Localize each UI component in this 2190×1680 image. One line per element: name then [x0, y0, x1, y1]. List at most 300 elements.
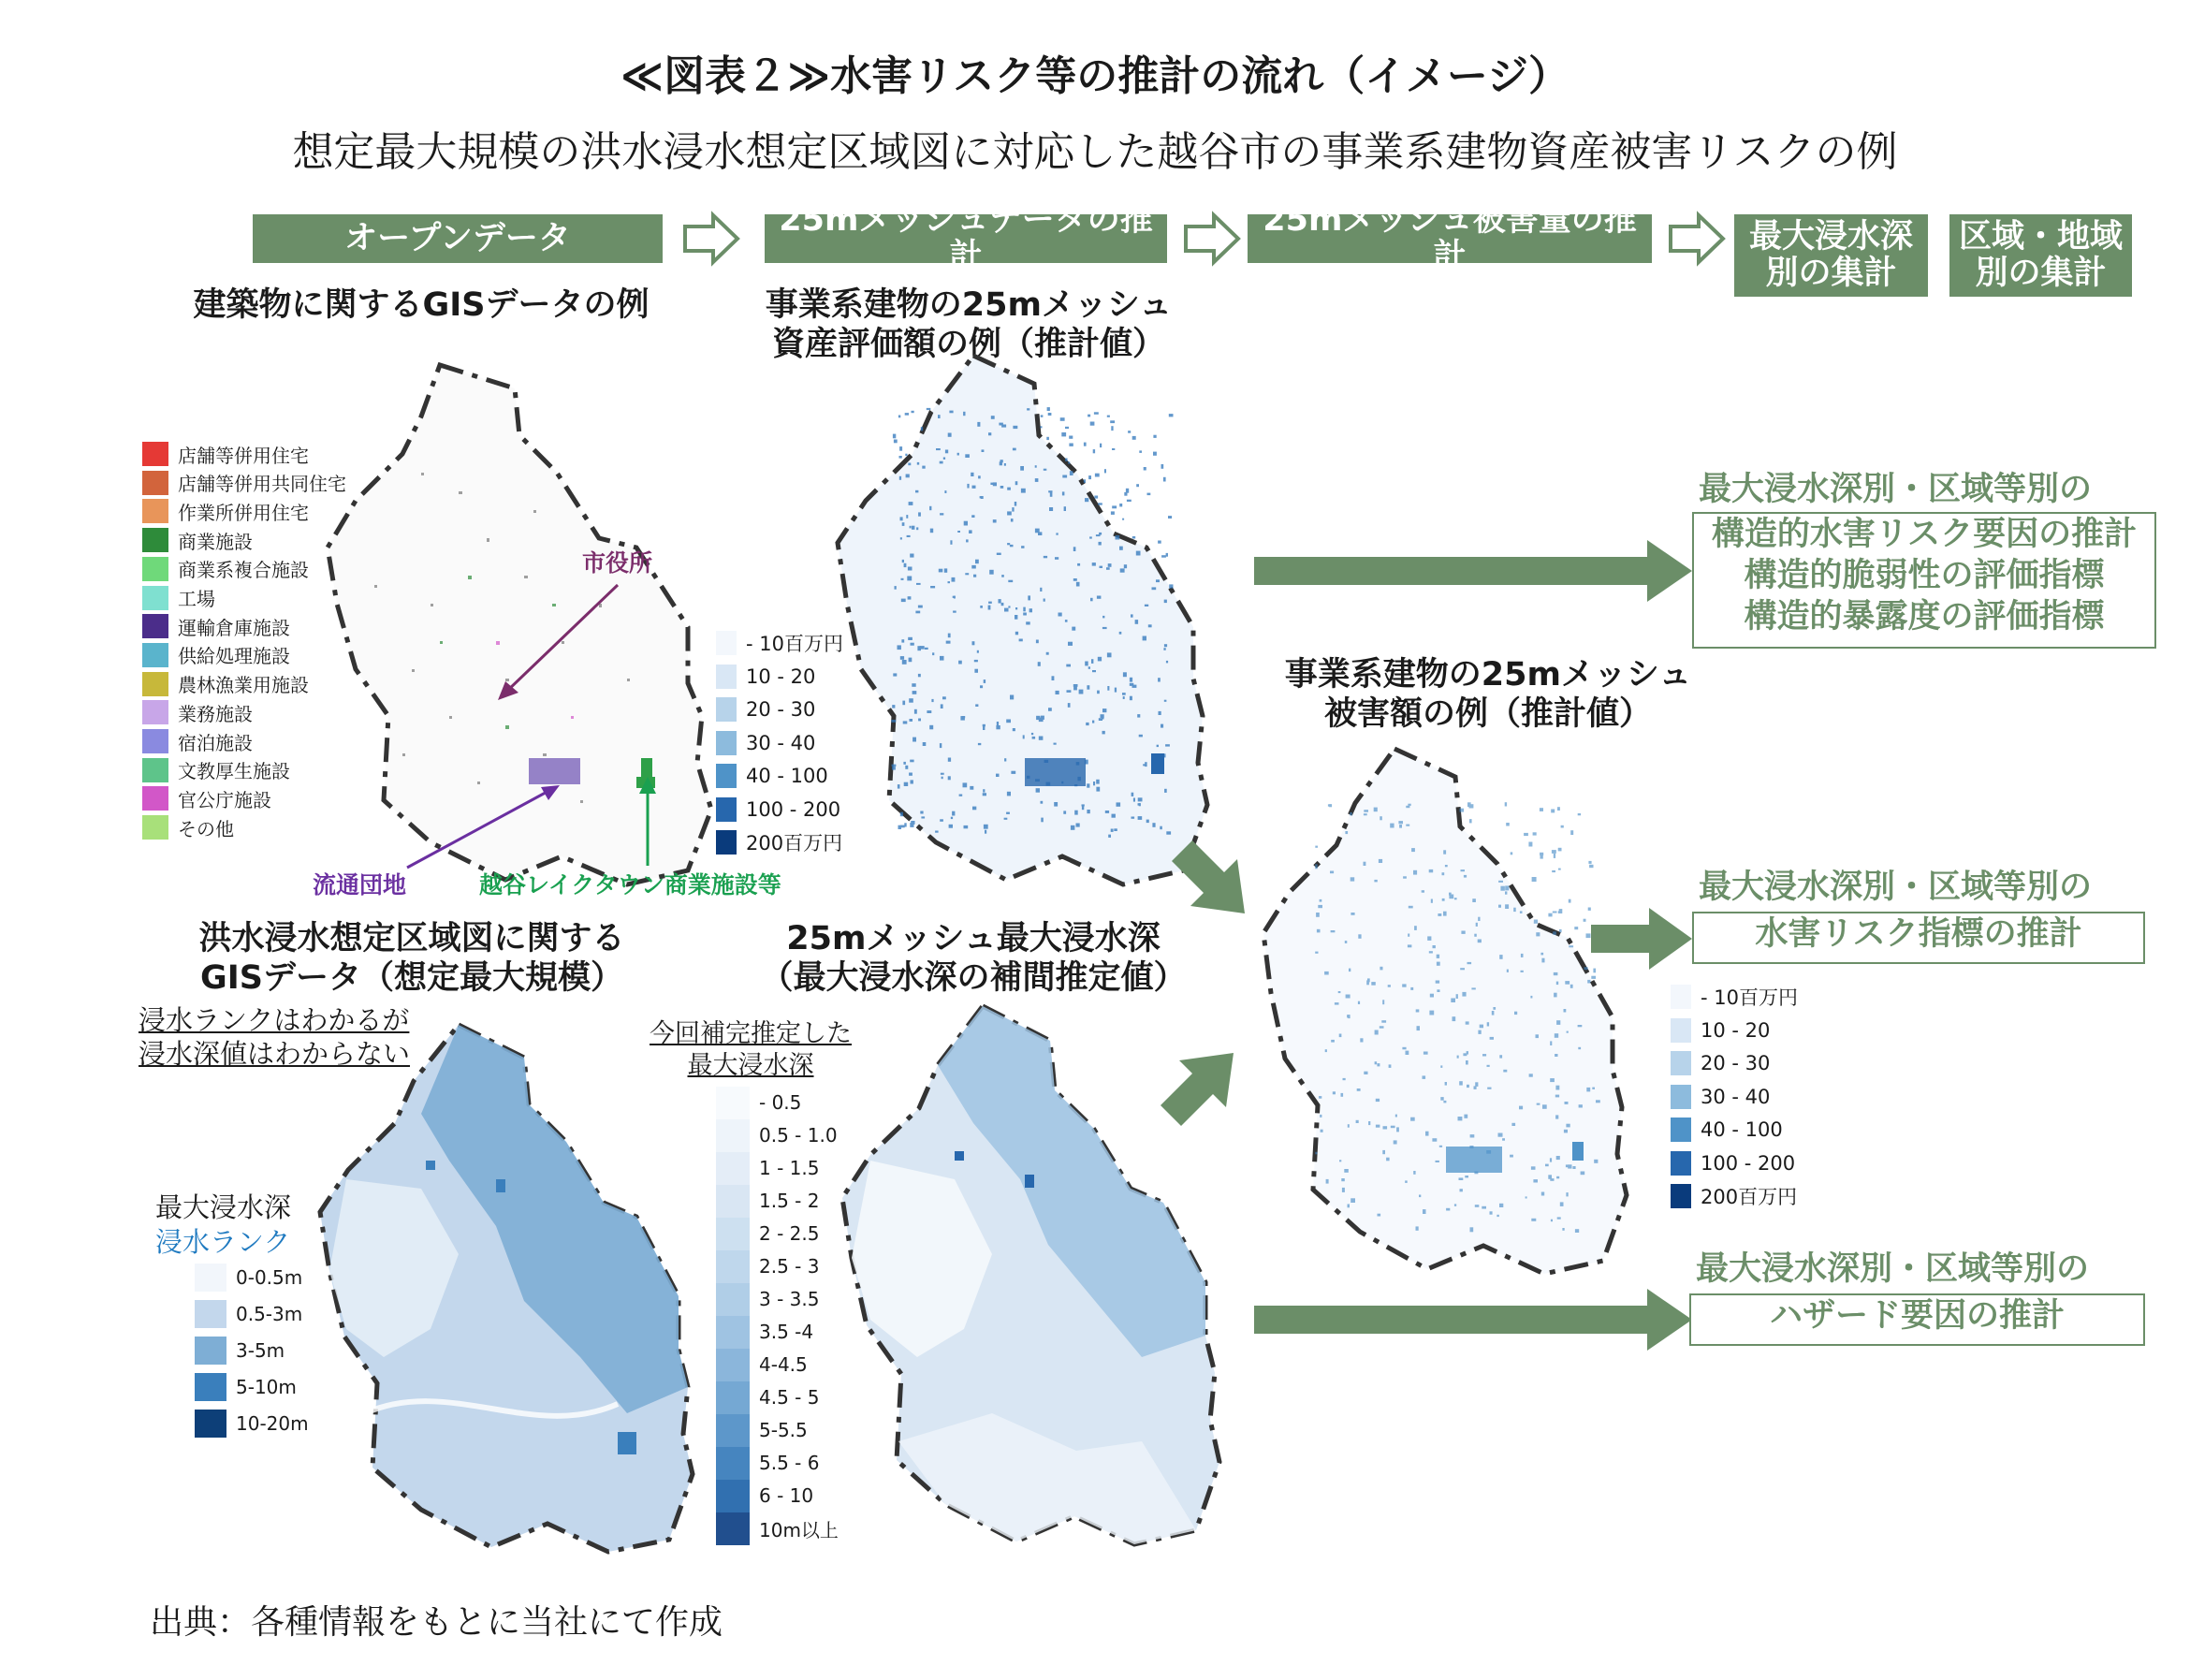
mesh-cell — [965, 454, 970, 458]
mesh-cell — [957, 531, 960, 533]
mesh-cell — [916, 583, 921, 585]
mesh-cell — [1556, 1176, 1559, 1179]
mesh-cell — [1493, 1007, 1496, 1010]
mesh-cell — [1534, 920, 1538, 924]
mesh-cell — [1048, 413, 1052, 416]
mesh-cell — [1589, 865, 1593, 868]
mesh-cell — [975, 560, 979, 564]
mesh-cell — [941, 773, 944, 775]
mesh-cell — [1553, 912, 1557, 913]
mesh-depth-legend-row — [716, 1220, 819, 1248]
flood-rank-legend — [195, 1264, 335, 1451]
mesh-cell — [1569, 945, 1573, 947]
mesh-cell — [1139, 735, 1143, 738]
mesh-cell — [1368, 1121, 1370, 1125]
mesh-cell — [900, 656, 904, 660]
damage-value-legend-swatch — [1671, 1085, 1691, 1109]
mesh-cell — [1000, 486, 1004, 489]
interp-note-line2: 最大浸水深 — [687, 1051, 814, 1080]
flood-rank-legend-swatch — [195, 1337, 226, 1365]
mesh-cell — [908, 596, 912, 599]
mesh-cell — [1029, 608, 1032, 612]
mesh-cell — [1548, 913, 1552, 917]
asset-value-legend-row — [716, 695, 815, 723]
mesh-cell — [1090, 422, 1095, 426]
rank-title-line1: 最大浸水深 — [155, 1191, 292, 1223]
mesh-cell — [1073, 578, 1077, 581]
mesh-cell — [1423, 1209, 1426, 1214]
rank-note-line2: 浸水深値はわからない — [139, 1038, 411, 1070]
damage-value-legend-label: 100 - 200 — [1701, 1151, 1796, 1175]
mesh-cell — [1097, 596, 1102, 599]
mesh-cell — [1124, 564, 1127, 568]
mesh-cell — [1396, 1127, 1399, 1132]
asset-value-legend — [716, 629, 866, 863]
mesh-cell — [1442, 872, 1445, 875]
damage-value-legend-label: 40 - 100 — [1701, 1118, 1783, 1141]
mesh-cell — [1581, 1172, 1585, 1176]
mesh-cell — [1160, 826, 1162, 830]
damage-value-legend-label: 20 - 30 — [1701, 1052, 1771, 1074]
mesh-cell — [1166, 553, 1168, 557]
mesh-cell — [1555, 1033, 1558, 1038]
mesh-cell — [1586, 1088, 1590, 1092]
building-type-legend-swatch — [142, 442, 168, 466]
mesh-depth-legend-row — [716, 1482, 813, 1510]
mesh-cell — [1064, 506, 1066, 511]
flood-rank-legend-label: 0.5-3m — [236, 1303, 303, 1325]
mesh-cell — [1461, 869, 1466, 871]
mesh-cell — [902, 522, 905, 526]
mesh-cell — [982, 449, 985, 452]
mesh-cell — [1550, 1158, 1552, 1161]
mesh-cell — [1039, 737, 1044, 740]
mesh-depth-legend-row — [716, 1351, 808, 1379]
building-type-legend-swatch — [142, 786, 168, 811]
flood-rank-legend-label: 10-20m — [236, 1412, 309, 1435]
asset-value-legend-swatch — [716, 665, 737, 689]
interp-note — [629, 1018, 872, 1082]
asset-value-legend-row — [716, 663, 815, 691]
mesh-cell — [1007, 511, 1012, 515]
mesh-depth-legend-label: 4.5 - 5 — [759, 1386, 820, 1409]
asset-value-legend-label: 30 - 40 — [746, 731, 816, 754]
mesh-cell — [984, 679, 986, 683]
mesh-cell — [1445, 865, 1448, 867]
mesh-cell — [1104, 469, 1106, 473]
damage-value-legend-swatch — [1671, 1118, 1691, 1142]
mesh-cell — [916, 527, 918, 530]
asset-value-legend-row — [716, 762, 828, 790]
mesh-cell — [1410, 987, 1413, 990]
mesh-cell — [1555, 1086, 1559, 1090]
heading-gis-buildings: 建築物に関するGISデータの例 — [193, 286, 650, 324]
mesh-cell — [1036, 716, 1040, 720]
mesh-cell — [1138, 816, 1143, 820]
mesh-cell — [1402, 1047, 1406, 1050]
mesh-cell — [989, 570, 994, 575]
mesh-cell — [1132, 793, 1134, 796]
mesh-cell — [1487, 1022, 1489, 1026]
heading-depth-line1: 25mメッシュ最大浸水深 — [786, 920, 1161, 957]
mesh-cell — [1567, 1031, 1569, 1033]
asset-value-legend-swatch — [716, 830, 737, 855]
mesh-cell — [1413, 1171, 1415, 1175]
building-type-legend-row — [142, 440, 309, 468]
mesh-cell — [1453, 1016, 1456, 1021]
mesh-cell — [969, 530, 972, 533]
flood-rank-legend-row — [195, 1410, 309, 1438]
mesh-cell — [1476, 923, 1478, 927]
mesh-cell — [1403, 876, 1407, 878]
mesh-cell — [1119, 504, 1122, 506]
city-hall-arrow — [496, 580, 627, 702]
mesh-cell — [1321, 1130, 1323, 1132]
mesh-cell — [1506, 823, 1510, 826]
mesh-cell — [1087, 783, 1089, 787]
mesh-cell — [945, 450, 948, 454]
mesh-cell — [1474, 1086, 1477, 1089]
mesh-cell — [1386, 1158, 1390, 1161]
mesh-cell — [905, 766, 908, 769]
mesh-cell — [1514, 1012, 1517, 1015]
mesh-cell — [1060, 417, 1065, 421]
asset-value-legend-label: 200百万円 — [746, 832, 843, 855]
mesh-cell — [953, 596, 956, 598]
mesh-cell — [978, 475, 981, 478]
mesh-cell — [1478, 1030, 1481, 1034]
mesh-cell — [959, 795, 963, 796]
mesh-cell — [1541, 1192, 1544, 1196]
mesh-cell — [1072, 627, 1075, 631]
mesh-cell — [1552, 870, 1555, 872]
mesh-cell — [1069, 436, 1073, 439]
mesh-cell — [1011, 519, 1014, 521]
mesh-cell — [1127, 500, 1132, 502]
building-type-legend-row — [142, 727, 253, 755]
mesh-cell — [1574, 927, 1578, 929]
mesh-cell — [1145, 605, 1148, 606]
mesh-cell — [960, 716, 965, 721]
mesh-cell — [909, 773, 912, 776]
mesh-cell — [1066, 665, 1071, 667]
mesh-cell — [1073, 547, 1076, 551]
mesh-cell — [1068, 461, 1070, 463]
mesh-cell — [1120, 568, 1125, 572]
flow-box-depth-aggregate — [1734, 214, 1928, 297]
mesh-cell — [902, 560, 904, 562]
mesh-cell — [958, 661, 962, 665]
mesh-cell — [965, 573, 969, 575]
mesh-cell — [1088, 475, 1091, 479]
mesh-cell — [1551, 810, 1555, 813]
mesh-cell — [940, 656, 944, 661]
mesh-depth-legend — [716, 1088, 866, 1556]
building-type-legend-label: 宿泊施設 — [178, 731, 253, 754]
mesh-cell — [1575, 1229, 1579, 1233]
mesh-cell — [914, 709, 917, 714]
mesh-cell — [911, 780, 913, 783]
mesh-cell — [918, 719, 921, 722]
mesh-cell — [1357, 1088, 1361, 1091]
mesh-cell — [1164, 789, 1167, 793]
mesh-cell — [1092, 562, 1096, 566]
mesh-cell — [1350, 877, 1355, 881]
mesh-cell — [1490, 1037, 1494, 1040]
flow-box-open-data: オープンデータ — [253, 214, 663, 263]
mesh-cell — [1591, 976, 1596, 979]
building-type-legend-swatch — [142, 528, 168, 552]
mesh-cell — [1091, 659, 1093, 664]
mesh-cell — [1550, 1078, 1555, 1082]
mesh-cell — [1326, 1179, 1329, 1184]
mesh-cell — [1366, 980, 1369, 985]
mesh-cell — [1439, 1146, 1442, 1147]
mesh-depth-legend-swatch — [716, 1087, 750, 1119]
mesh-cell — [1068, 703, 1071, 708]
mesh-cell — [1164, 600, 1167, 604]
mesh-cell — [1482, 1054, 1486, 1056]
mesh-cell — [1041, 801, 1044, 804]
mesh-cell — [1163, 648, 1165, 650]
mesh-cell — [1073, 684, 1078, 687]
flood-rank-legend-row — [195, 1373, 297, 1401]
mesh-cell — [1106, 567, 1110, 570]
output-structural-line3: 構造的暴露度の評価指標 — [1744, 598, 2105, 635]
mesh-cell — [1107, 686, 1109, 691]
mesh-cell — [1478, 940, 1482, 943]
mesh-cell — [1098, 657, 1102, 662]
mesh-cell — [1100, 444, 1102, 447]
mesh-depth-legend-swatch — [716, 1381, 750, 1414]
mesh-cell — [1058, 613, 1062, 617]
mesh-cell — [1001, 603, 1004, 606]
mesh-cell — [1052, 676, 1055, 680]
heading-asset-line2: 資産評価額の例（推計値） — [771, 326, 1165, 363]
mesh-cell — [1010, 695, 1014, 700]
mesh-cell — [1008, 580, 1013, 582]
mesh-cell — [1315, 846, 1318, 848]
mesh-cell — [909, 698, 913, 703]
mesh-cell — [906, 475, 910, 478]
mesh-cell — [936, 448, 941, 450]
building-type-legend-swatch — [142, 499, 168, 523]
mesh-cell — [1028, 595, 1030, 600]
building-type-legend-row — [142, 497, 309, 525]
mesh-cell — [1406, 1051, 1409, 1055]
mesh-cell — [1554, 854, 1555, 858]
mesh-cell — [1062, 491, 1065, 495]
mesh-cell — [1107, 652, 1112, 657]
mesh-cell — [900, 825, 905, 828]
rank-title-line2: 浸水ランク — [155, 1226, 291, 1258]
mesh-cell — [1117, 802, 1121, 806]
mesh-cell — [894, 440, 898, 444]
mesh-cell — [1565, 981, 1570, 985]
mesh-cell — [1462, 992, 1466, 997]
mesh-cell — [1438, 913, 1441, 916]
mesh-depth-legend-label: - 0.5 — [759, 1091, 802, 1114]
mesh-cell — [931, 699, 933, 702]
mesh-cell — [1048, 490, 1052, 492]
mesh-cell — [903, 762, 906, 765]
building-type-legend-label: 作業所併用住宅 — [178, 501, 309, 524]
mesh-cell — [918, 606, 923, 608]
building-type-legend-label: 農林漁業用施設 — [178, 674, 309, 697]
mesh-cell — [1559, 909, 1563, 913]
mesh-cell — [1102, 616, 1104, 619]
mesh-cell — [1498, 881, 1503, 883]
damage-value-legend-row — [1671, 983, 1798, 1011]
mesh-cell — [1364, 810, 1368, 812]
mesh-cell — [1341, 1178, 1345, 1181]
arrow-to-structural — [1254, 538, 1694, 604]
mesh-cell — [1429, 951, 1433, 953]
mesh-cell — [940, 743, 942, 748]
mesh-cell — [1116, 535, 1120, 540]
mesh-cell — [1136, 551, 1141, 556]
mesh-cell — [1139, 450, 1142, 453]
mesh-cell — [1531, 1166, 1536, 1170]
mesh-cell — [1464, 875, 1467, 878]
mesh-depth-legend-row — [716, 1088, 801, 1117]
mesh-cell — [981, 496, 984, 499]
mesh-cell — [1564, 1130, 1568, 1133]
mesh-cell — [1041, 415, 1044, 416]
mesh-cell — [942, 696, 946, 699]
damage-value-legend-label: - 10百万円 — [1701, 986, 1798, 1009]
mesh-cell — [1012, 507, 1014, 512]
mesh-cell — [1562, 1228, 1564, 1231]
rank-note-line1: 浸水ランクはわかるが — [139, 1004, 410, 1036]
mesh-cell — [996, 725, 1000, 729]
mesh-cell — [1382, 1000, 1384, 1004]
mesh-cell — [1132, 685, 1137, 688]
mesh-cell — [1505, 904, 1509, 909]
mesh-cell — [1093, 449, 1095, 453]
flow-arrow-3 — [1669, 212, 1725, 266]
mesh-cell — [1475, 1205, 1480, 1207]
mesh-cell — [921, 816, 925, 818]
mesh-cell — [1519, 1106, 1523, 1110]
mesh-cell — [1348, 1205, 1350, 1208]
mesh-cell — [912, 691, 917, 694]
mesh-cell — [1105, 811, 1109, 813]
mesh-cell — [1419, 1195, 1421, 1198]
mesh-cell — [1132, 536, 1135, 539]
mesh-cell — [1102, 709, 1106, 712]
mesh-cell — [1070, 471, 1073, 475]
mesh-cell — [1458, 1117, 1463, 1120]
mesh-depth-legend-row — [716, 1318, 813, 1346]
mesh-cell — [899, 476, 901, 480]
mesh-cell — [975, 704, 978, 707]
mesh-cell — [1023, 613, 1027, 616]
mesh-cell — [1085, 498, 1088, 502]
mesh-cell — [892, 705, 895, 709]
mesh-cell — [1110, 420, 1115, 423]
mesh-cell — [948, 776, 951, 780]
building-type-legend-row — [142, 756, 290, 784]
mesh-cell — [1557, 1217, 1561, 1219]
mesh-cell — [1499, 1055, 1502, 1058]
mesh-cell — [1094, 496, 1098, 499]
mesh-cell — [1424, 1052, 1428, 1055]
heading-flood-gis — [159, 919, 664, 998]
mesh-cell — [905, 454, 907, 456]
mesh-cell — [1138, 797, 1143, 801]
mesh-depth-legend-label: 3.5 -4 — [759, 1321, 814, 1343]
mesh-cell — [1056, 533, 1058, 534]
mesh-cell — [1169, 584, 1173, 588]
building-type-legend-swatch — [142, 586, 168, 610]
mesh-cell — [1102, 731, 1105, 735]
mesh-cell — [980, 685, 983, 688]
mesh-cell — [1023, 735, 1025, 738]
mesh-cell — [1015, 615, 1017, 620]
mesh-cell — [1555, 1054, 1557, 1057]
mesh-cell — [1540, 853, 1543, 855]
mesh-cell — [1390, 824, 1394, 828]
mesh-cell — [1530, 996, 1532, 999]
mesh-cell — [1100, 566, 1103, 568]
asset-value-legend-swatch — [716, 797, 737, 822]
mesh-cell — [1408, 944, 1412, 947]
mesh-depth-legend-row — [716, 1187, 819, 1215]
mesh-cell — [895, 586, 897, 590]
damage-value-legend-swatch — [1671, 1184, 1691, 1208]
mesh-cell — [1411, 848, 1415, 852]
flow-box-depth-line2: 別の集計 — [1765, 255, 1897, 292]
mesh-cell — [1399, 825, 1402, 828]
mesh-cell — [930, 586, 935, 588]
mesh-depth-legend-swatch — [716, 1349, 750, 1381]
mesh-cell — [1427, 936, 1431, 941]
mesh-cell — [1572, 1166, 1575, 1169]
mesh-cell — [1153, 435, 1156, 438]
mesh-cell — [892, 765, 897, 767]
mesh-cell — [1556, 1020, 1560, 1025]
asset-value-legend-swatch — [716, 697, 737, 722]
mesh-cell — [1429, 1011, 1434, 1015]
mesh-cell — [983, 726, 985, 730]
mesh-cell — [1498, 1133, 1503, 1137]
mesh-cell — [1358, 934, 1361, 939]
mesh-cell — [1122, 693, 1126, 695]
mesh-cell — [1077, 563, 1080, 566]
mesh-cell — [1132, 817, 1135, 819]
mesh-cell — [1463, 1053, 1467, 1056]
mesh-cell — [1460, 968, 1465, 970]
mesh-cell — [1469, 819, 1472, 823]
mesh-cell — [1358, 1001, 1360, 1004]
mesh-cell — [1123, 696, 1125, 699]
mesh-cell — [912, 683, 915, 687]
mesh-cell — [1021, 489, 1026, 493]
mesh-cell — [1338, 991, 1341, 993]
mesh-cell — [1540, 953, 1543, 956]
mesh-cell — [1115, 688, 1117, 693]
mesh-cell — [908, 463, 911, 466]
mesh-cell — [904, 782, 909, 786]
mesh-cell — [1364, 862, 1366, 866]
mesh-cell — [1470, 1227, 1474, 1232]
mesh-cell — [988, 606, 991, 610]
mesh-cell — [1065, 620, 1068, 622]
mesh-cell — [1449, 893, 1452, 896]
mesh-cell — [1346, 995, 1350, 999]
mesh-cell — [1152, 823, 1155, 827]
